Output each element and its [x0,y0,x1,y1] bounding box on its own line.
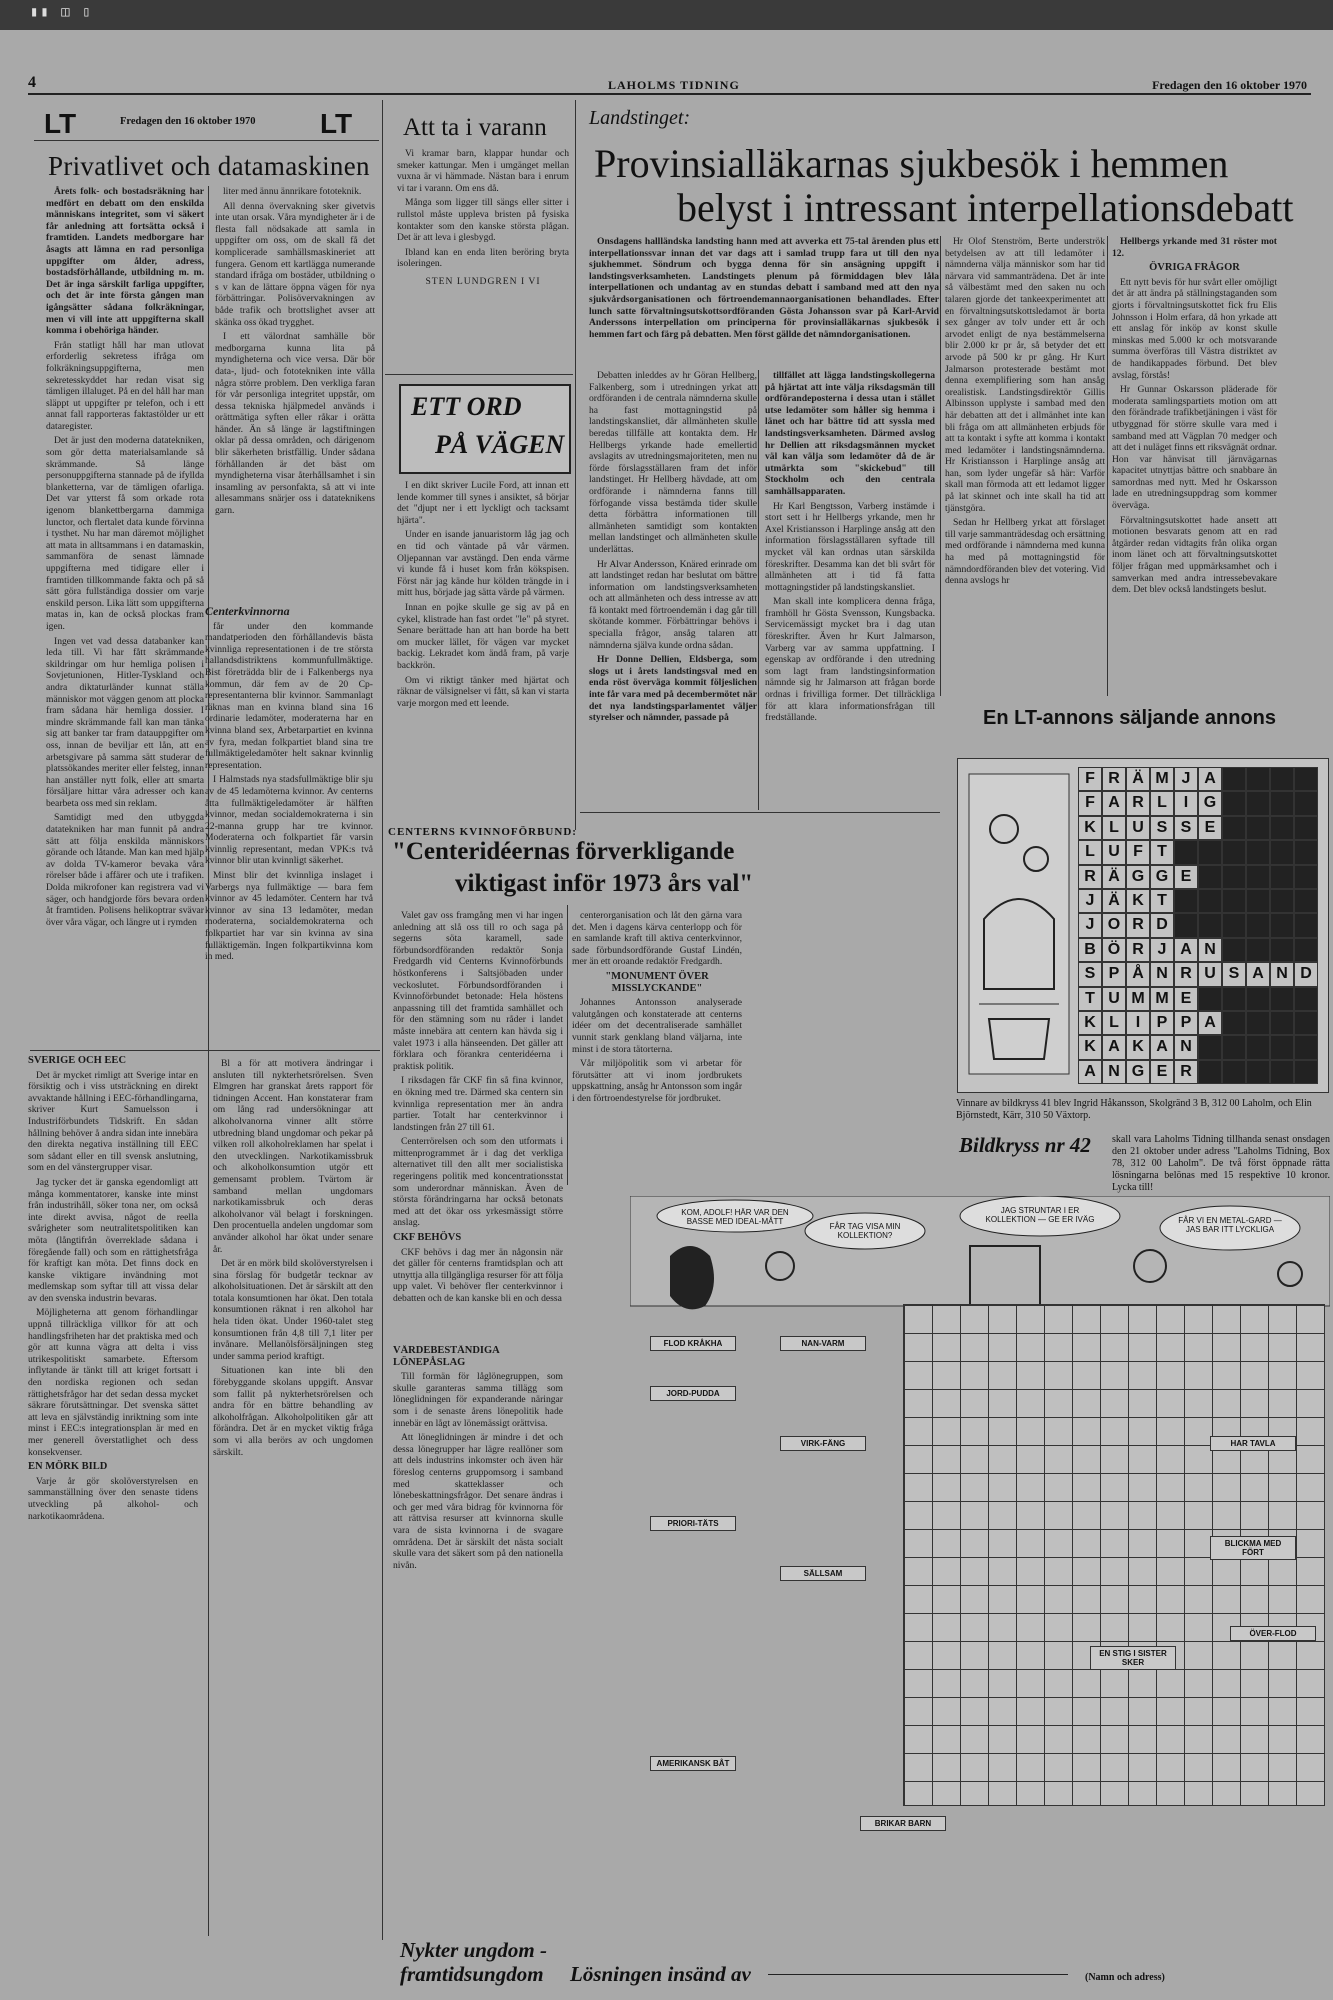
puzzle-cell [1294,938,1318,962]
kvinnoforbund-headline-2: viktigast inför 1973 års val" [455,870,754,897]
landstinget-headline-1: Provinsialläkarnas sjukbesök i hemmen [594,141,1229,186]
lt-masthead [34,108,384,142]
puzzle-cell [1198,889,1222,913]
puzzle-cell: A [1174,938,1198,962]
lt-logo-left: LT [44,108,77,139]
puzzle-cell: M [1126,987,1150,1011]
att-byline: STEN LUNDGREN I VI [425,275,541,287]
puzzle-cell: N [1102,1060,1126,1084]
puzzle-cell: U [1198,962,1222,986]
puzzle-cell: R [1126,791,1150,815]
section-rule [385,374,573,375]
puzzle-letter-grid [1078,767,1318,1085]
puzzle-cell [1246,913,1270,937]
landstinget-paragraph: Hr Olof Stenström, Berte underströk betydelsen av att till ledamöter i nämnderna välja människor som har tid närvara vid sammanträdena. Det är inte så välbestämt med den saken nu och talaren gjorde det tankeexperimentet att en förvaltningsutskottsledamot är borta sex gånger av tolv under ett år och arvodet enligt de nya bestämmelserna blir 2.000 kr pr år, så betyder det ett arvode på 500 kr pr gång. Hr Kurt Jalmarson protesterade bestämt mot denna exemplifiering som han ansåg orealistisk. Landstingsdirektör Gillis Albinsson upplyste i sambad med den här debatten att det i allmänhet inte kan bli fråga om att allmänheten erbjuds för att ta kontakt i syfte att komma i kontakt med ledamöter i landstingsnämnderna. Hr Kristiansson i Harplinge ansåg att han, som lyder ungefär så här: Varför skall man förmoda att ett ledamot ligger på lat skinnet och inte skall ha tid att tjänstgöra. [945,236,1105,514]
puzzle-cartoon [964,769,1074,1079]
puzzle-cell [1198,987,1222,1011]
puzzle-cell: G [1126,1060,1150,1084]
ovriga-fragor-heading: ÖVRIGA FRÅGOR [1149,262,1240,274]
puzzle-cell: A [1198,1011,1222,1035]
puzzle-cell [1294,987,1318,1011]
privatlivet-cont-paragraph: All denna övervakning sker givetvis inte utan orsak. Våra myndigheter är i de flesta fall nödsakade att samla in uppgifter om oss, om de skall få det komplicerade samhällsmaskineriet att fungera. Genom ett kartlägga numerande standard ifråga om bostäder, utbildning o s v kan de lättare öppna vägen för nya förbättringar. Polisövervakningen av både trafik och brottslighet avser att skänka oss ökad trygghet. [215,200,375,328]
landstinget-headline-2: belyst i intressant interpellationsdebatt [677,185,1294,230]
puzzle-cell [1222,767,1246,791]
speech-bubble: FÅR VI EN METAL-GARD — JAS BAR ITT LYCKLIGA [1178,1216,1282,1234]
puzzle-cell: R [1126,938,1150,962]
crossword-clue-label: BRIKAR BARN [860,1816,946,1831]
landstinget-paragraph: Hr Gunnar Oskarsson pläderade för moderata samlingspartiets motion om att den förändrade trafikbetjäningen i väst för utbyggnad för större skulle vara med i samband med att Vägplan 70 medger och att det i nuläget finns ett riksvägnät ordnar. Hon var hänvisat till järnvägarnas kapacitet utnyttjas bättre och snabbare än samordnas med nytt. Med hr Oskarsson lade en utredningsuppdrag som kommer överväga. [1112,384,1277,512]
puzzle-cell: J [1078,913,1102,937]
puzzle-cell: D [1294,962,1318,986]
landstinget-col-2 [765,370,935,810]
scan-top-strip [0,0,1333,30]
landstinget-col-3 [945,236,1105,696]
puzzle-cell [1294,913,1318,937]
puzzle-cell: P [1174,1011,1198,1035]
puzzle-cell: K [1126,1035,1150,1059]
puzzle-cell [1222,791,1246,815]
kvinnoforbund-headline-1: "Centeridéernas förverkligande [392,838,735,865]
kvinnoforbund-paragraph: centerorganisation och låt den gärna vara det. Men i dagens kärva centerlopp och för en samlande kraft till aktiva centerkvinnor, sade förbundsordförande Gustaf Lindén, mer än ett oroande redaktör Fredgardh. [572,910,742,968]
kvinnoforbund-paragraph: Till formän för låglönegruppen, som skulle garanteras samma tillägg som löneglidningen för expanderande näringar som i de senaste årens lönepolitik hade innebär en lågt av lönemässigt orättvisa. [393,1371,563,1429]
puzzle-cell [1294,840,1318,864]
crossword-clue-label: PRIORI-TÄTS [650,1516,736,1531]
lt-date: Fredagen den 16 oktober 1970 [120,116,256,127]
landstinget-kicker: Landstinget: [589,107,691,129]
crossword-clue-label: NAN-VARM [780,1336,866,1351]
column-divider [208,186,209,1936]
puzzle-cell: L [1102,1011,1126,1035]
puzzle-cell [1246,865,1270,889]
losning-entry-line[interactable] [768,1974,1068,1975]
speech-bubble: FÅR TAG VISA MIN KOLLEKTION? [829,1222,901,1240]
ett-ord-paragraph: Under en isande januaristorm låg jag och en tid och väntade på vår värmen. Oljepannan var avstängd. Den enda värme vi kunde få i huset kom från kökspisen. Först när jag kände hur kölden trängde in i mitt hus, började jag sätta värde på värmen. [397,529,569,599]
puzzle-cell: O [1102,913,1126,937]
puzzle-cell [1270,816,1294,840]
column-divider [940,236,941,696]
privatlivet-paragraph: Det är just den moderna datatekniken, som gör detta materialsamlande så skrämmande. Så länge personuppgifterna stannade på de ifyllda blanketterna, var de tämligen ofarliga. Det var ytterst få som orkade rota igenom blankettbergarna dammiga lunctor, och flertalet data kunde förvinna i tysthet. Nu har man däremot möjlighet att mata in alltsammans i en datamaskin, sammanföra de senast lämnade uppgifterna med tidigare eller i framtiden tillkommande fakta och på så sätt göra fullständiga dossier om varje enskild person. Lika lätt som uppgifterna matas in, kan de också plockas fram igen. [46,435,204,632]
puzzle-cell: K [1078,816,1102,840]
landstinget-paragraph: Hellbergs yrkande med 31 röster mot 12. [1112,236,1277,259]
ett-ord-paragraph: I en dikt skriver Lucile Ford, att innan ett lende kommer till synes i ansiktet, så börjar det "djupt ner i ett lyckligt och tacksamt hjärta". [397,480,569,526]
centerkvinnorna-paragraph: får under den kommande mandatperioden den förhållandevis bästa kvinnliga representationen i de tre största hallandsdistriktens kommunfullmäktige. Bist företrädda blir de i Falkenbergs nya kommun, där fem av de 20 Cp-representanterna blir kvinnor. Sammanlagt räknas man en kvinna bland sina 16 ordinarie ledamöter, moderaterna har en kvinna bland sex, Arbetarpartiet en kvinna av fyra, medan folkpartiet bland sina tre fullmäktigeledamöter helt saknar kvinnlig representation. [205,620,373,771]
landstinget-paragraph: Debatten inleddes av hr Göran Hellberg, Falkenberg, som i utredningen yrkat att ordföranden i de centrala nämnderna skulle ha fast mottagningstid på landstingskansliet, där allmänheten skulle beredas tillfälle att kontakta dem. Hr Hellbergs yrkande hade emellertid avslagits av utredningsmajoriteten, men nu förde förslagsställaren fram det inför landstinget. Hr Hellberg hävdade, att om ordförande i nämnderna fanns till förfogande vissa bestämda tider skulle detta förbättra informationen till allmänheten samtidigt som kontakten mellan landstinget och allmänheten skulle underlättas. [589,370,757,555]
puzzle-cell [1222,1060,1246,1084]
puzzle-cell [1294,767,1318,791]
puzzle-cell [1270,913,1294,937]
kvinnoforbund-paragraph: Centerrörelsen och som den utformats i mittenprogrammet är i dag det verkliga alternativet till den allt mer socialistiska regeringens politik med koncentrationsstat som underordnar människan. Även de största förändringarna har också betonats med att det ökar oss yrkesmässigt större anslag. [393,1136,563,1229]
scan-strip-label: ▮▮ ◫ ▯ [30,4,93,20]
landstinget-paragraph: Man skall inte komplicera denna fråga, framhöll hr Gösta Svensson, Kungsbacka. Servicemässigt mycket bra i dag utan föreskrifter. Även hr Kurt Jalmarson, Varberg var av samma uppfattning. I egenskap av ordförande i den utredning som lagt fram landstingsinformation nämnde sig hr Jalmarson att frågan borde ordnas i frivilliga former. Det tillräckliga för att klara informationsfrågan till fredställande. [765,596,935,724]
att-paragraph: Ibland kan en enda liten beröring bryta isoleringen. [397,246,569,270]
puzzle-cell: R [1174,962,1198,986]
puzzle-cell [1246,1011,1270,1035]
puzzle-cell: M [1150,767,1174,791]
alkohol-paragraph: Situationen kan inte bli den förebyggande skolans uppgift. Ansvar som fallit på nykterhetsrörelsen och andra för en bättre behandling av alkoholfrågan. Alkoholpolitiken går att förändra. Det är en mycket viktig fråga som vi alla berörs av och ungdomen särskilt. [213,1365,373,1458]
privatlivet-paragraph: Årets folk- och bostadsräkning har medfört en debatt om den enskilda människans integritet, som vi säkert får anledning att fortsätta också i framtiden. Landets medborgare har åsagts att lämna en rad personliga uppgifter om ålder, adress, bostadsförhållande, utbildning m. m. Det är inga särskilt farliga uppgifter, och det är inte första gången man igångsätter sådana folkräkningar, men vi vill inte att uppgifterna skall komma i obehöriga händer. [46,186,204,337]
puzzle-cell: S [1150,816,1174,840]
puzzle-cell: L [1078,840,1102,864]
puzzle-cell: U [1102,840,1126,864]
puzzle-cell: A [1102,791,1126,815]
puzzle-cell: I [1126,1011,1150,1035]
puzzle-cell: P [1102,962,1126,986]
puzzle-cell: R [1126,913,1150,937]
puzzle-cell [1270,1011,1294,1035]
puzzle-cell: S [1174,816,1198,840]
puzzle-cell: E [1174,987,1198,1011]
puzzle-cell [1222,1035,1246,1059]
ckf-behovs-heading: CKF BEHÖVS [393,1232,462,1244]
kvinnoforbund-paragraph: Att löneglidningen är mindre i det och dessa lönegrupper har lägre reallöner som att dels industrins inkomster och även här föreslog centerns gruppomsorg i samband med skatteklasser och lönebeskattningsfrågor. Det senare ändras i och ger med våra bidrag för kvinnorna för att rättvisa resurser att kvinnorna skulle vara de sista kvinnorna i de svagare områdena. Det är särskilt det nästa socialt skulle vara det säkert som på den nationella nivån. [393,1432,563,1571]
puzzle-cell [1270,840,1294,864]
landstinget-col-4 [1112,236,1277,696]
ett-ord-body [397,480,569,810]
puzzle-cell: T [1150,889,1174,913]
puzzle-cell: I [1174,791,1198,815]
sverige-eec-heading: SVERIGE OCH EEC [28,1055,127,1066]
alkohol-paragraph: Det är en mörk bild skolöverstyrelsen i sina förslag för budgetår tecknar av alkoholsituationen. Det är särskilt att den totala konsumtionen har ökat. Den totala konsumtionen räknat i ren alkohol har hela tiden ökat. Under 1960-talet steg konsumtionen från 4,8 till 7,1 liter per invånare. Mellanölsförsäljningen steg under samma period kraftigt. [213,1258,373,1362]
sverige-eec-body [28,1055,198,1905]
puzzle-cell [1246,791,1270,815]
puzzle-cell: K [1126,889,1150,913]
mork-bild-paragraph: Varje år gör skolöverstyrelsen en sammanställning över den senaste tidens utveckling på alkohol- och narkotikaområdena. [28,1475,198,1522]
puzzle-cell [1270,889,1294,913]
landstinget-col-1 [589,370,757,810]
puzzle-cell: T [1150,840,1174,864]
puzzle-cell [1198,840,1222,864]
kvinnoforbund-col-3 [393,1345,563,1925]
eec-paragraph: Det är mycket rimligt att Sverige intar en försiktig och i viss utsträckning en direkt avvaktande hållning i EEC-förhandlingarna, skriver Kurt Samuelsson i Industriförbundets Tidskrift. En sådan hållning behöver å andra sidan inte innebära den direkta negativa inställning till EEC som sådant eller en till svensk anslutning, som en del vänstergrupper visar. [28,1069,198,1174]
landstinget-paragraph: Förvaltningsutskottet hade ansett att motionen besvarats genom att en rad åtgärder redan vidtagits från olika organ inom länet och att förvaltningsutskottet följer frågan med uppmärksamhet och i samverkan med andra intressebevakare dem. Det blev också landstingets beslut. [1112,514,1277,596]
kvinnoforbund-paragraph: I riksdagen får CKF fin så fina kvinnor, en ökning med tre. Därmed ska centern sin kvinnliga representation mer än andra partier. Totalt har centerkvinnor i landstingen från 27 till 61. [393,1075,563,1133]
kvinnoforbund-col-1 [393,910,563,1340]
puzzle-cell: P [1150,1011,1174,1035]
puzzle-cell [1198,1035,1222,1059]
puzzle-cell: K [1078,1035,1102,1059]
crossword-clue-label: FLOD KRÅKHA [650,1336,736,1351]
puzzle-cell [1246,840,1270,864]
eec-paragraph: Jag tycker det är ganska egendomligt att många kommentatorer, kanske inte minst från industrihåll, söker tona ner, om också inte direkt avvisa, något de reella svårigheter som neutralitetspolitiken kan möta (långtifrån överreklade sådana i föregående fall) och som en rättighetsfråga för kraftigt kan möta. Det finns dock en kanske viktigare invändning mot medlemskap som syftar till att vissa delar av den svenska industrin bevaras. [28,1176,198,1304]
puzzle-cell: A [1102,1035,1126,1059]
kvinnoforbund-paragraph: Vår miljöpolitik som vi arbetar för förutsätter att vi inom jordbrukets uppskattning, ansåg hr Antonsson som ingår i den förtroendestyrelse för jordbruket. [572,1058,742,1104]
puzzle-cell [1270,987,1294,1011]
puzzle-cell [1294,791,1318,815]
puzzle-cell [1294,865,1318,889]
puzzle-cell: A [1246,962,1270,986]
puzzle-cell: R [1102,767,1126,791]
column-divider [567,905,568,1185]
landstinget-paragraph: Ett nytt bevis för hur svårt eller omöjligt det är att ändra på ställningstaganden som gjorts i förvaltningsutskottet fick fru Elis Johnsson i Holm erfara, då hon yrkade att ett anslag för inköp av konst skulle minskas med 5.000 kr och motsvarande summa överföras till Västra distriktet av de handikappades förbund. Det blev avslag, förstås! [1112,276,1277,381]
puzzle-cell [1270,791,1294,815]
kvinnoforbund-paragraph: Valet gav oss framgång men vi har ingen anledning att slå oss till ro och saga på segerns söta karamell, sade förbundsordföranden redaktör Sonja Fredgardh vid Centerns Kvinnoförbunds höstkonferens i Saltsjöbaden under veckoslutet. Förbundsordföranden i Kvinnoförbundet betonade: Hela höstens anpassning till det framtida samhället och för den stämning som nu råder i landet måste innebära att centern kan hävda sig i valet 1973 i alla hänseenden. Det gäller att förklara och förankra centeridéerna i praktisk politik. [393,910,563,1072]
puzzle-cell: U [1102,987,1126,1011]
masthead-rule [34,140,379,141]
puzzle-cell: K [1078,1011,1102,1035]
bildkryss-42-crossword [630,1196,1330,1916]
header-rule [28,93,1311,95]
landstinget-paragraph: Hr Donne Dellien, Eldsberga, som slogs ut i årets landstingsval med en enda röst överväga kommit följeslichen inte får vara med på decembermötet när det nya landstingsparlamentet väljer styrelser och nämnder, passade på [589,654,757,724]
puzzle-cell [1222,889,1246,913]
paper-name: LAHOLMS TIDNING [608,78,740,92]
centerkvinnorna-heading: Centerkvinnorna [205,606,290,618]
crossword-clue-label: JORD-PUDDA [650,1386,736,1401]
privatlivet-headline: Privatlivet och datamaskinen [48,151,370,181]
header-date: Fredagen den 16 oktober 1970 [1152,78,1307,92]
puzzle-cell: Ö [1102,938,1126,962]
landstinget-paragraph: Hr Karl Bengtsson, Varberg instämde i stort sett i hr Hellbergs yrkande, men hr Axel Kristiansson i Harplinge ansåg att den information förslagsställaren syftade till mycket väl kan ordnas utan särskilda föreskrifter. Desamma kan det bli svårt för allmänheten att i tid få fatta mottagningstider på landstingskansliet. [765,500,935,593]
crossword-clue-label: HAR TAVLA [1210,1436,1296,1451]
puzzle-cell [1198,865,1222,889]
bildkryss-42-title: Bildkryss nr 42 [959,1133,1091,1157]
kvinnoforbund-label: CENTERNS KVINNOFÖRBUND: [388,826,577,838]
nykter-slogan-1: Nykter ungdom - [400,1938,547,1962]
puzzle-cell: J [1174,767,1198,791]
bildkryss-42-instructions: skall vara Laholms Tidning tillhanda senast onsdagen den 21 oktober under adress "Laholms Tidning, Box 78, 312 00 Laholm". De två först öppnade rätta lösningarna belönas med 15 respektive 10 kronor. Lycka till! [1112,1134,1330,1193]
puzzle-cell [1246,816,1270,840]
privatlivet-paragraph: Samtidigt med den utbyggda datatekniken har man funnit på andra sätt att följa enskilda människors görande och låtande. Man kan med hjälp av dolda TV-kameror bevaka våra rörelser både i affärer och ute i trafiken. Dolda mikrofoner kan registrera vad vi säger, och handgjorde förs bevara orden åt framtiden. Polisens helikoptrar svävar över våra vägar, och längre ut i rymden [46,812,204,928]
puzzle-cell [1174,913,1198,937]
puzzle-cell [1270,1035,1294,1059]
privatlivet-cont-paragraph: I ett välordnat samhälle bör medborgarna kunna lita på myndigheterna och vice versa. Där bör data-, ljud- och fototekniken inte vålla några större problem. Den verkliga faran för vår personliga integritet uppstår, om dessa tekniska hjälpmedel används i orättmätiga syften eller råkar i orätta händer. Än så länge är lagstiftningen oklar på dessa områden, och därigenom blir säkerheten bristfällig. Under sådana förhållanden är det bäst om myndigheterna visar återhållsamhet i sin insamling av personfakta, så att vi inte allesammans snärjer oss i datateknikens garn. [215,331,375,517]
puzzle-cell [1174,889,1198,913]
kvinnoforbund-paragraph: Johannes Antonsson analyserade valutgången och konstaterade att centerns idéer om det decentraliserade samhället vunnit stark genklang bland väljarna, inte minst i de stora tätorterna. [572,997,742,1055]
monument-heading: "MONUMENT ÖVER MISSLYCKANDE" [605,970,709,994]
puzzle-cell [1246,767,1270,791]
centerkvinnorna-body [205,606,373,1031]
puzzle-cell: U [1126,816,1150,840]
crossword-clue-label: ÖVER-FLOD [1230,1626,1316,1641]
lt-annons-heading: En LT-annons säljande annons [983,707,1276,729]
lt-logo-right: LT [320,108,353,139]
puzzle-cell: T [1078,987,1102,1011]
alkohol-paragraph: Bl a för att motivera ändringar i ansluten till nykterhetsrörelsen. Sven Elmgren har granskat årets rapport för tidningen Accent. Han konstaterar fram om lång rad undersökningar att alkoholvanorna vinner allt större utbredning bland ungdomar och pekar på vilken roll alkoholreklamen har spelat i den utvecklingen. Narkotikamissbruk och alkoholkonsumtion utgör ett gemensamt problem. Tvärtom är samband mellan ungdomars narkotikamissbruk och deras alkoholvanor väl belagt i forskningen. Den procentuella andelen ungdomar som använder alkohol har ökat under senare år. [213,1058,373,1255]
speech-bubble: KOM, ADOLF! HÄR VAR DEN BASSE MED IDEAL-MÅTT [681,1208,789,1226]
puzzle-cell: N [1150,962,1174,986]
column-divider [575,100,576,830]
puzzle-cell: J [1150,938,1174,962]
centerkvinnorna-paragraph: Minst blir det kvinnliga inslaget i Varbergs nya fullmäktige — bara fem kvinnor av 45 ledamöter. Centern har två kvinnor av sina 13 ledamöter, medan moderaterna, socialdemokraterna och folkpartiet har var sin kvinna av sina fulläktigemän. Ingen folkpartikvinna kom in med. [205,870,373,963]
puzzle-cell: M [1150,987,1174,1011]
puzzle-cell [1246,1060,1270,1084]
puzzle-cell: R [1174,1060,1198,1084]
puzzle-cell: S [1078,962,1102,986]
puzzle-cell: N [1174,1035,1198,1059]
namn-adress-label: (Namn och adress) [1085,1972,1165,1983]
puzzle-cell [1222,840,1246,864]
lonepaslag-heading: VÄRDEBESTÄNDIGA LÖNEPÅSLAG [393,1345,500,1368]
puzzle-cell [1222,865,1246,889]
att-paragraph: Många som ligger till sängs eller sitter i rullstol måste uppleva bristen på fysiska kontakter som den kanske största plågan. Det är att leva i glesbygd. [397,197,569,244]
puzzle-cell: Ä [1126,767,1150,791]
ett-ord-paragraph: Innan en pojke skulle ge sig av på en cykel, klistrade han fast ordet "le" på styret. Senare berättade han att han borde ha bett om mucker lället, för vägen var mycket backig. Lekradet kom ändå fram, på varje backkrön. [397,601,569,671]
puzzle-cell: A [1078,1060,1102,1084]
puzzle-cell: G [1198,791,1222,815]
privatlivet-column-1 [46,186,204,1041]
puzzle-cell: R [1078,865,1102,889]
puzzle-cell: B [1078,938,1102,962]
puzzle-cell: J [1078,889,1102,913]
privatlivet-paragraph: Ingen vet vad dessa databanker kan leda till. Vi har fått skrämmande skildringar om hur hemliga polisen i Sovjetunionen, Hitler-Tyskland och andra diktaturländer kunnat ställa människor mot väggen genom att plocka fram sådana här hemliga dossier. I mindre skrämmande fall kan man tänka sig att banker tar fram datauppgifter om oss, innan de beviljar ett lån, att en arbetsgivare på samma sätt studerar de platssökandes meriter eller felsteg, innan han anställer nytt folk, eller att smarta försäljare hittar våra adresser och kan bearbeta oss med sin reklam. [46,635,204,809]
section-rule [30,1050,380,1051]
kvinnoforbund-paragraph: CKF behövs i dag mer än någonsin när det gäller för centerns framtidsplan och att utnyttja alla tillgängliga resurser för att följa upp valet. Vi behöver fler centerkvinnor i debatten och de kan kanske bli en och dessa [393,1246,563,1304]
puzzle-cell: N [1270,962,1294,986]
speech-bubble: JAG STRUNTAR I ER KOLLEKTION — GE ER IVÄG [985,1206,1095,1224]
puzzle-cell: G [1150,865,1174,889]
ett-ord-paragraph: Om vi riktigt tänker med hjärtat och räknar de välsignelser vi fått, så kan vi starta varje morgon med ett leende. [397,674,569,709]
puzzle-cell: F [1126,840,1150,864]
crossword-clue-label: BLICKMA MED FÖRT [1210,1536,1296,1560]
bildkryss-winners: Vinnare av bildkryss 41 blev Ingrid Håkansson, Skolgränd 3 B, 312 00 Laholm, och Elin Björnstedt, Kärr, 310 50 Växtorp. [956,1098,1312,1121]
puzzle-cell [1222,816,1246,840]
crossword-clue-label: VIRK-FÄNG [780,1436,866,1451]
puzzle-cell: D [1150,913,1174,937]
section-rule [580,812,940,813]
crossword-clue-label: SÄLLSAM [780,1566,866,1581]
puzzle-cell: F [1078,767,1102,791]
puzzle-cell: A [1198,767,1222,791]
puzzle-cell [1174,840,1198,864]
puzzle-cell [1270,767,1294,791]
puzzle-cell: L [1150,791,1174,815]
puzzle-cell: Ä [1102,889,1126,913]
puzzle-cell [1198,1060,1222,1084]
puzzle-cell [1222,913,1246,937]
pa-vagen-title: PÅ VÄGEN [435,430,565,459]
puzzle-cell [1294,816,1318,840]
nykter-slogan-2: framtidsungdom [400,1962,544,1986]
ett-ord-box [399,384,571,474]
att-ta-i-varann-headline: Att ta i varann [403,114,547,141]
puzzle-cell [1294,889,1318,913]
privatlivet-cont-paragraph: liter med ännu ännrikare fototeknik. [223,186,362,197]
puzzle-cell [1246,1035,1270,1059]
losning-label: Lösningen insänd av [570,1962,751,1986]
puzzle-cell: Ä [1102,865,1126,889]
puzzle-cell [1198,913,1222,937]
att-paragraph: Vi kramar barn, klappar hundar och smeker kattungar. Men i umgänget mellan vuxna är vi hämmade. Nästan bara i enrum vi tar i varann. Om ens då. [397,148,569,194]
landstinget-paragraph: Hr Alvar Andersson, Knäred erinrade om att landstinget redan har beslutat om bättre information om landstingsverksamheten och att allmänheten och dess intresse av att få kontakt med förtroendemän i dag går till skötande kommer. Förbättringar behövs i specialla frågor, ansåg talaren att nämnderna själva kunde ordna sådan. [589,558,757,651]
puzzle-cell: N [1198,938,1222,962]
column-divider [382,100,383,1940]
att-ta-i-varann-body [397,148,569,366]
crossword-clue-label: AMERIKANSK BÅT [650,1756,736,1771]
puzzle-cell: E [1198,816,1222,840]
ett-ord-title: ETT ORD [411,392,522,421]
puzzle-cell [1222,938,1246,962]
puzzle-cell [1294,1060,1318,1084]
alkohol-column [213,1058,373,1908]
puzzle-cell [1222,987,1246,1011]
puzzle-cell: A [1150,1035,1174,1059]
landstinget-paragraph: Sedan hr Hellberg yrkat att förslaget till varje sammanträdesdag och ersättning med ordförande i nämnderna med kunna ha med på mottagningstid för nämndordföranden blev det votering. Vid denna avslogs hr [945,517,1105,587]
puzzle-cell [1294,1011,1318,1035]
privatlivet-paragraph: Från statligt håll har man utlovat erforderlig sekretess ifråga om folkräkningsuppgifterna, men sekretesskyddet har redan visat sig tämligen illaluget. På en del håll har man släppt ut uppgifter pr telefon, och i ett annat fall rapporteras faktastölder ur ett dataregister. [46,339,204,432]
puzzle-cell: L [1102,816,1126,840]
puzzle-cell [1270,938,1294,962]
puzzle-cell [1246,938,1270,962]
puzzle-cell: F [1078,791,1102,815]
puzzle-cell: Å [1126,962,1150,986]
page-number: 4 [28,74,36,91]
crossword-clue-label: EN STIG I SISTER SKER [1090,1646,1176,1670]
centerkvinnorna-paragraph: I Halmstads nya stadsfullmäktige blir sju av de 45 ledamöterna kvinnor. Av centerns åtta fullmäktigeledamöter är hälften kvinnor, medan socialdemokraterna i sin 22-manna grupp har tre kvinnor. Moderaterna och folkpartiet får varsin kvinnlig representant, medan VPK:s två kvinnor blir utan kvinnligt säkerhet. [205,774,373,867]
column-divider [1107,236,1108,696]
landstinget-lead: Onsdagens hallländska landsting hann med att avverka ett 75-tal ärenden plus ett interpellationssvar innan det var dags att i samlad trupp fara ut till den nya sjukhemmet. Söndrum och bygga denna för sin ansägning uppgift i landstingsverksamheten. Landstingets plenum på förmiddagen blev låla interpellationen och undantag av en stundas debatt i samband med att den nya sjukvårdsorganisationen och förtroendemannaorganisationen behandlades. Efter lunch satte förvaltningsutskottsordföranden Gösta Johansson svar på Karl-Arvid Anderssons interpellation om principerna för provinsialläkarnas sjukbesök i hemmen fart och färg på debatten. Men först gällde det nämndorganisationen. [589,236,939,340]
eec-paragraph: Möjligheterna att genom förhandlingar uppnå tillräckliga villkor för att och handlingsfriheten har det praktiska med och gör att kunna vägra att delta i viss utrikespolitiskt samarbete. Eftersom inflytande är tänkt till att kriget fortsatt i den nordiska regionen och sedan rättighetsfrågor har det sedan dessa mycket säkrare förutsättningar. Det svenska sättet att leva en självständig inriktning som inte minst i EEC:s integrationsplan är med en mer generell överstatlighet och dess konsekvenser. [28,1307,198,1458]
puzzle-cell: S [1222,962,1246,986]
puzzle-cell [1246,889,1270,913]
puzzle-cell [1270,865,1294,889]
puzzle-cell [1246,987,1270,1011]
landstinget-paragraph: tillfället att lägga landstingskollegerna på hjärtat att inte välja riksdagsmän till ordförandeposterna i dessa utan i stället utse ledamöter som håller sig hemma i länet och har bättre tid att syssla med landstingsverksamheten. Därmed avslog hr Dellien att riksdagsmännen mycket väl kan välja som ledamöter då de är utmärkta som "skickebud" till Stockholm och den centrala samhällsapparaten. [765,370,935,497]
puzzle-cell [1222,1011,1246,1035]
mork-bild-heading: EN MÖRK BILD [28,1461,108,1473]
puzzle-cell: E [1174,865,1198,889]
column-divider [758,370,759,810]
puzzle-cell: G [1126,865,1150,889]
puzzle-cell [1270,1060,1294,1084]
bildkryss-41-solution [957,758,1329,1093]
puzzle-cell: E [1150,1060,1174,1084]
puzzle-cell [1294,1035,1318,1059]
privatlivet-column-2 [215,186,375,611]
